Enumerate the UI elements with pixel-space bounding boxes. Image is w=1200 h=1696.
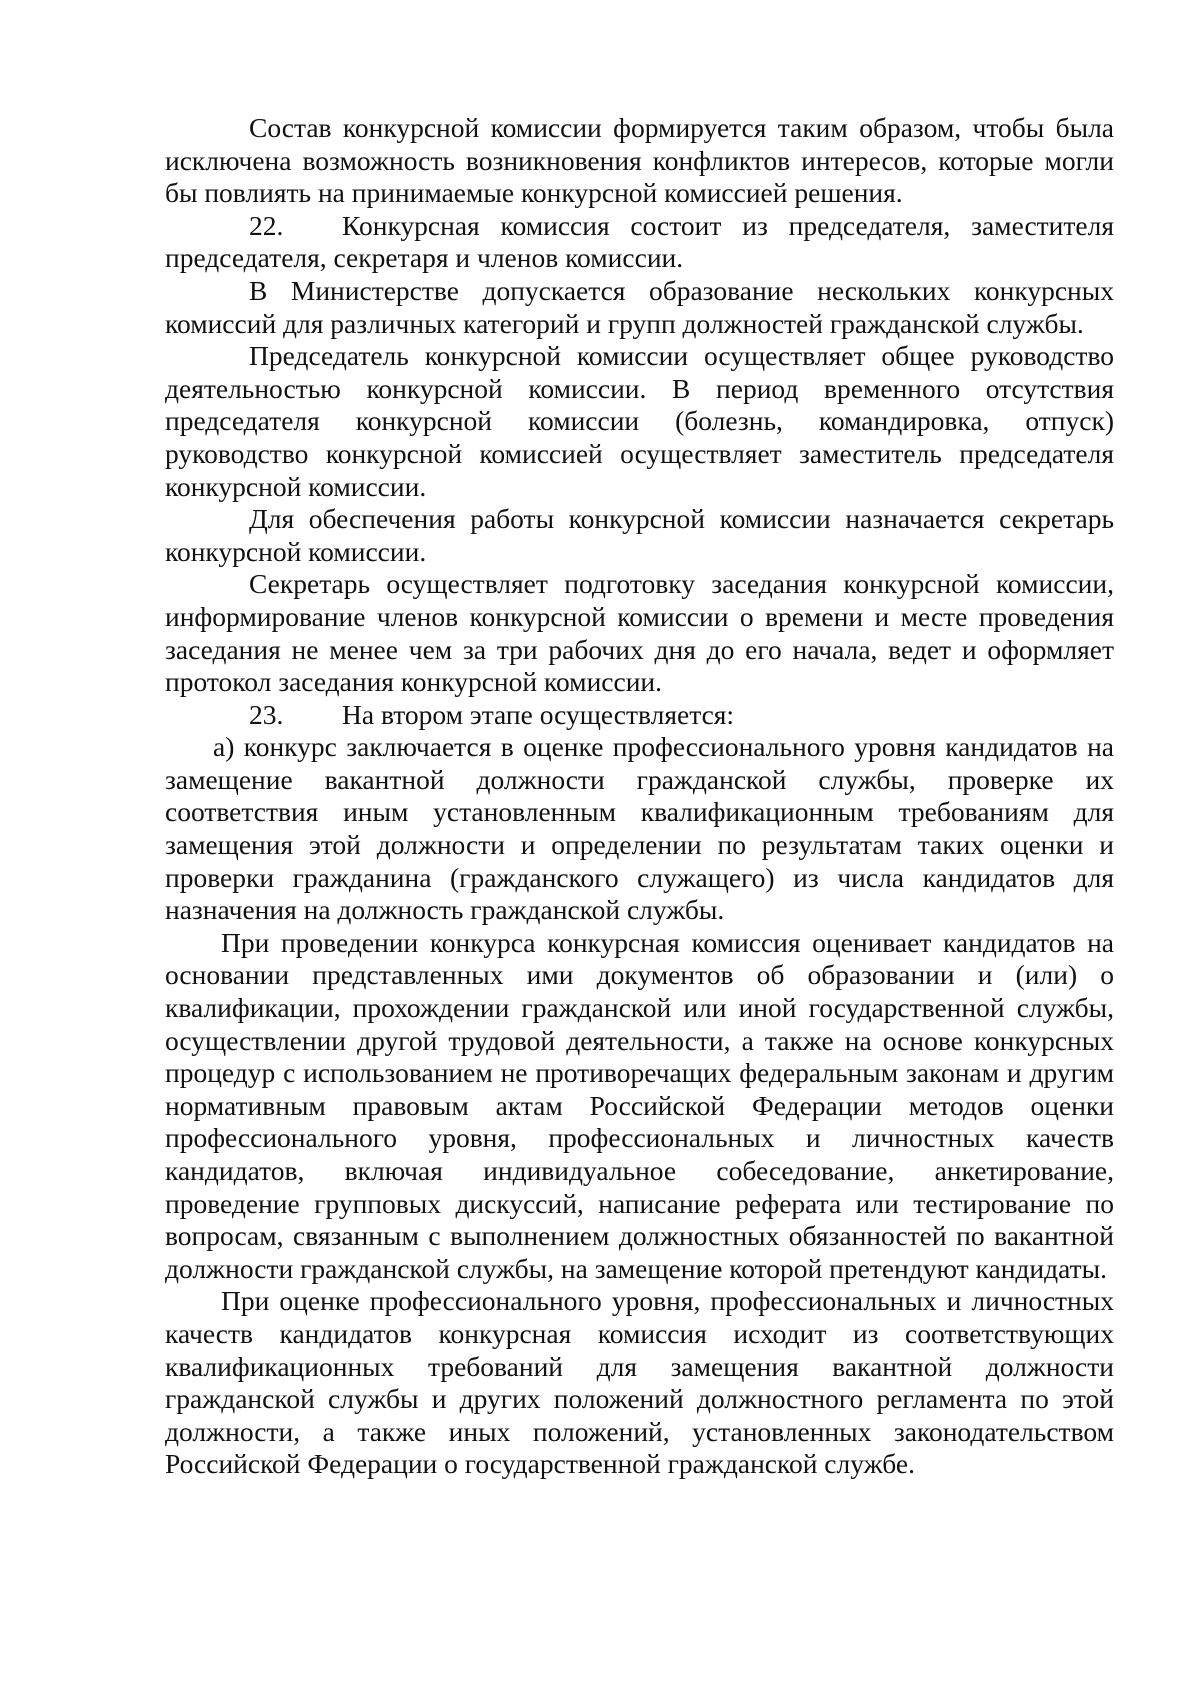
paragraph-evaluation: При проведении конкурса конкурсная комиссия оценивает кандидатов на основании представленных ими документов об образовании и (или) о квалификации, прохождении гражданской или иной государственной службы, осуществлении другой трудовой деятельности, а также на основе конкурсных процедур с использованием не противоречащих федеральным законам и другим нормативным правовым актам Российской Федерации методов оценки профессионального уровня, профессиональных и личностных качеств кандидатов, включая индивидуальное собеседование, анкетирование, проведение групповых дискуссий, написание реферата или тестирование по вопросам, связанным с выполнением должностных обязанностей по вакантной должности гражданской службы, на замещение которой претендуют кандидаты. [165, 926, 1114, 1284]
paragraph-secretary-appointment: Для обеспечения работы конкурсной комиссии назначается секретарь конкурсной комиссии. [165, 503, 1114, 567]
document-body [165, 112, 1114, 1481]
item-number: 22. [249, 209, 284, 241]
item-number: 23. [249, 698, 284, 730]
paragraph-22 [165, 210, 1114, 275]
paragraph-secretary-duties: Секретарь осуществляет подготовку заседания конкурсной комиссии, информирование членов конкурсной комиссии о времени и месте проведения заседания не менее чем за три рабочих дня до его начала, ведет и оформляет протокол заседания конкурсной комиссии. [165, 568, 1114, 698]
paragraph-assessment-criteria: При оценке профессионального уровня, профессиональных и личностных качеств кандидатов конкурсная комиссия исходит из соответствующих квалификационных требований для замещения вакантной должности гражданской службы и других положений должностного регламента по этой должности, а также иных положений, установленных законодательством Российской Федерации о государственной гражданской службе. [165, 1285, 1114, 1480]
paragraph-multiple-commissions: В Министерстве допускается образование нескольких конкурсных комиссий для различных категорий и групп должностей гражданской службы. [165, 274, 1114, 339]
paragraph-chairman: Председатель конкурсной комиссии осуществляет общее руководство деятельностью конкурсной комиссии. В период временного отсутствия председателя конкурсной комиссии (болезнь, командировка, отпуск) руководство конкурсной комиссией осуществляет заместитель председателя конкурсной комиссии. [165, 340, 1114, 502]
paragraph-text: Конкурсная комиссия состоит из председателя, заместителя председателя, секретаря и членов комиссии. [165, 209, 1114, 274]
paragraph-commission-composition: Состав конкурсной комиссии формируется таким образом, чтобы была исключена возможность возникновения конфликтов интересов, которые могли бы повлиять на принимаемые конкурсной комиссией решения. [165, 112, 1114, 209]
paragraph-text: На втором этапе осуществляется: [342, 698, 735, 730]
paragraph-subitem-a: а) конкурс заключается в оценке профессионального уровня кандидатов на замещение вакантной должности гражданской службы, проверке их соответствия иным установленным квалификационным требованиям для замещения этой должности и определении по результатам таких оценки и проверки гражданина (гражданского служащего) из числа кандидатов для назначения на должность гражданской службы. [165, 731, 1114, 926]
paragraph-23 [165, 699, 1114, 732]
